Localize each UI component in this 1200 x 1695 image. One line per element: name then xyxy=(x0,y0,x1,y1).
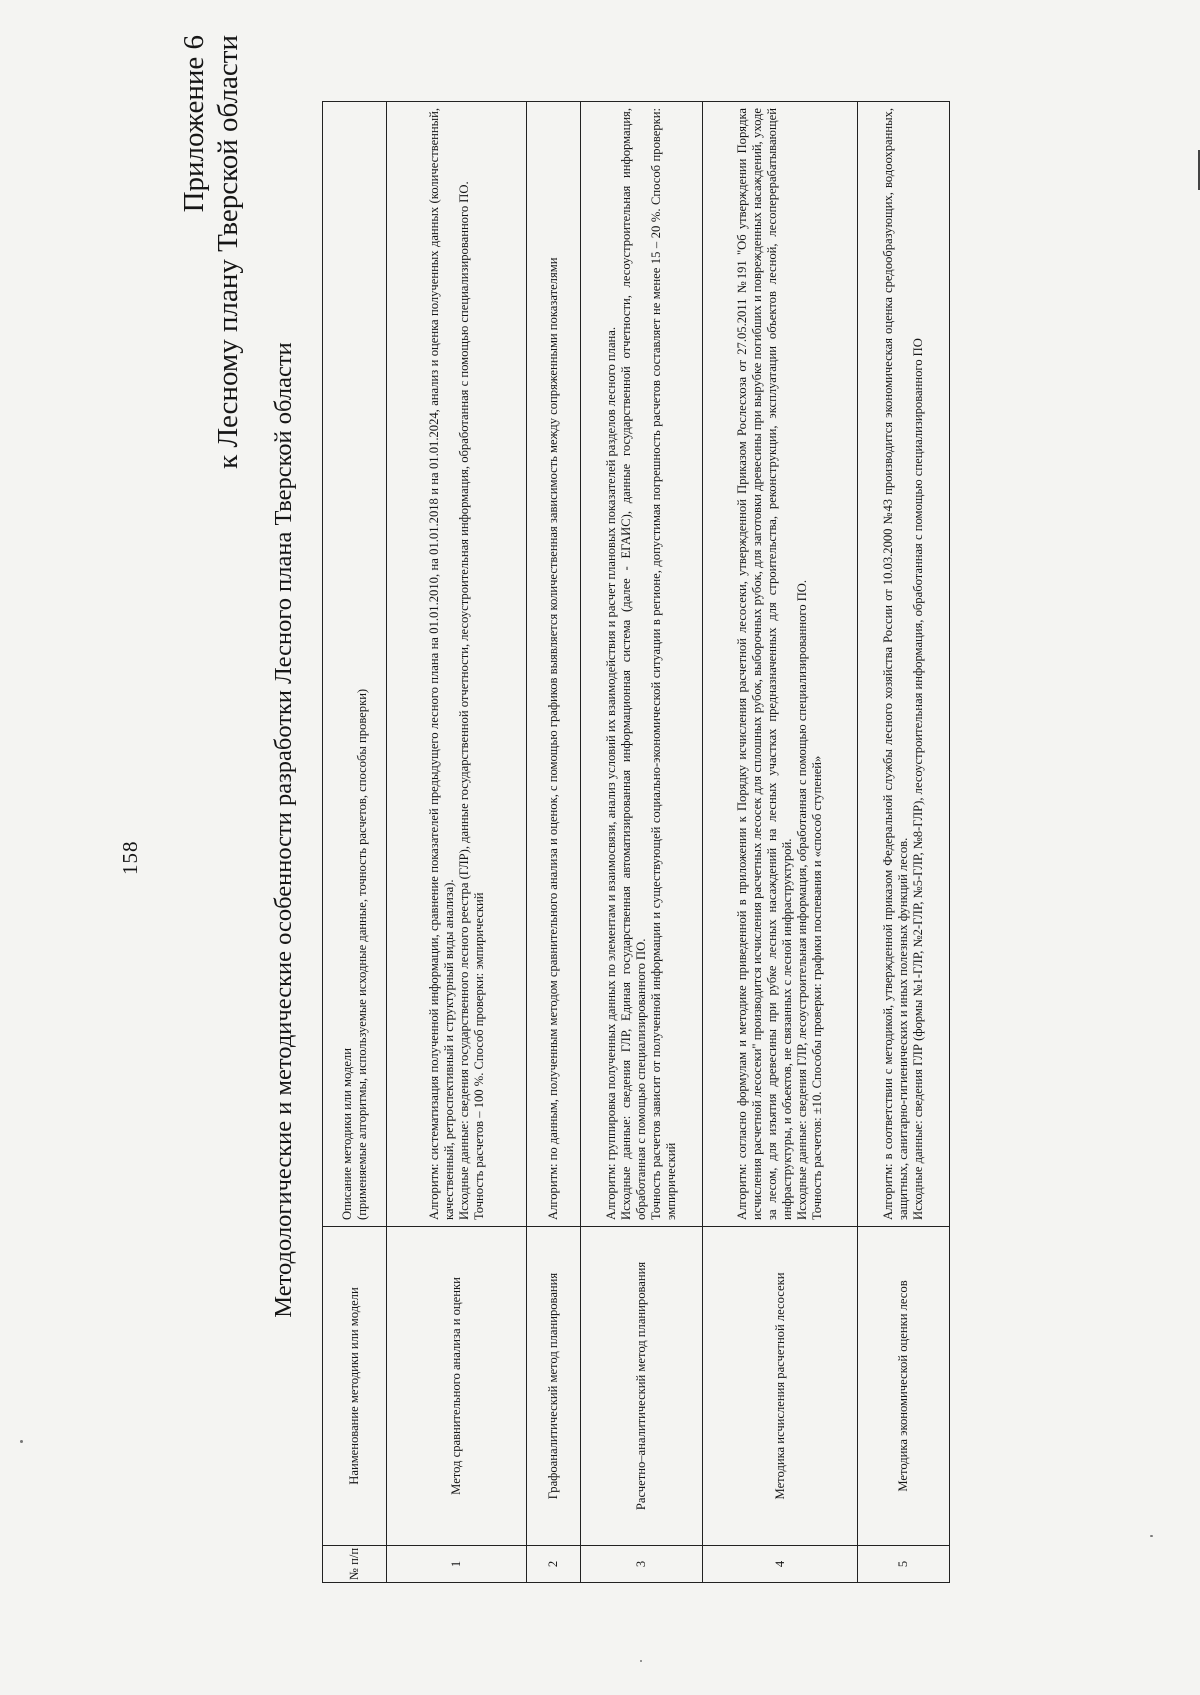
row-num: 4 xyxy=(703,1546,858,1583)
row-num: 2 xyxy=(527,1546,581,1583)
table-row xyxy=(581,102,703,1583)
row-num: 5 xyxy=(858,1546,950,1583)
appendix-line2: к Лесному плану Тверской области xyxy=(212,35,244,469)
desc-paragraph: Алгоритм: систематизация полученной информации, сравнение показателей предыдущего лесного плана на 01.01.2010, на 01.01.2018 и на 01.01.2024, анализ и оценка полученных данных (количественный, качественный, ретроспективный и структурный виды анализа). xyxy=(426,108,456,1220)
document-title: Методологические и методические особенности разработки Лесного плана Тверской области xyxy=(270,342,297,1318)
desc-paragraph: Алгоритм: в соответствии с методикой, утвержденной приказом Федеральной службы лесного хозяйства России от 10.03.2000 №43 производится экономическая оценка средообразующих, водоохранных, защитных, санитарно-гигиенических и иных полезных функций лесов. xyxy=(881,108,910,1220)
scan-speck xyxy=(20,1440,23,1443)
row-desc xyxy=(581,102,703,1227)
table-row xyxy=(703,102,858,1583)
appendix-header xyxy=(177,35,245,735)
header-name: Наименование методики или модели xyxy=(323,1227,387,1546)
row-name: Расчетно–аналитический метод планирования xyxy=(581,1227,703,1546)
appendix-line1: Приложение 6 xyxy=(178,35,210,213)
desc-paragraph: Исходные данные: сведения ГЛР, лесоустроительная информация, обработанная с помощью специализированного ПО. xyxy=(795,579,809,1220)
desc-paragraph: Алгоритм: согласно формулам и методике приведенной в приложении к Порядку исчисления расчетной лесосеки, утвержденной Приказом Рослесхоза от 27.05.2011 №191 "Об утверждении Порядка исчисления расчетной лесосеки" производится исчисления расчетных лесосек для сплошных рубок, выборочных рубок, для заготовки древесины при вырубке погибших и поврежденных насаждений, уходе за лесом, для изъятия древесины при рубке лесных насаждений на лесных участках предназначенных для строительства, реконструкции, эксплуатации объектов лесной, лесоперерабатывающей инфраструктуры, и объектов, не связанных с лесной инфраструктурой. xyxy=(735,108,794,1220)
header-desc-line1: Описание методики или модели xyxy=(339,1048,354,1220)
row-name: Метод сравнительного анализа и оценки xyxy=(387,1227,527,1546)
methods-table xyxy=(322,101,950,1583)
desc-paragraph: Алгоритм: по данным, полученным методом сравнительного анализа и оценок, с помощью графиков выявляется количественная зависимость между сопряженными показателями xyxy=(546,257,560,1220)
desc-paragraph: Исходные данные: сведения ГЛР (формы №1-ГЛР, №2-ГЛР, №5-ГЛР, №8-ГЛР), лесоустроительная информация, обработанная с помощью специализированного ПО xyxy=(911,338,925,1220)
desc-paragraph: Точность расчетов: ±10. Способы проверки: графики поспевания и «способ ступеней» xyxy=(810,755,824,1220)
row-name: Графоаналитический метод планирования xyxy=(527,1227,581,1546)
row-desc xyxy=(703,102,858,1227)
table-row xyxy=(527,102,581,1583)
desc-paragraph: Точность расчетов – 100 %. Способ проверки: эмпирический xyxy=(471,892,486,1220)
row-desc xyxy=(858,102,950,1227)
desc-paragraph: Исходные данные: сведения ГЛР, Единая государственная автоматизированная информационная система (далее - ЕГАИС), данные государственной отчетности, лесоустроительная информация, обработанная с помощью специализированного ПО. xyxy=(619,108,648,1220)
row-name: Методика исчисления расчетной лесосеки xyxy=(703,1227,858,1546)
scan-speck xyxy=(640,1660,642,1662)
desc-paragraph: Исходные данные: сведения государственного лесного реестра (ГЛР), данные государственной отчетности, лесоустроительная информация, обработанная с помощью специализированного ПО. xyxy=(456,181,471,1220)
table-row xyxy=(387,102,527,1583)
scan-speck xyxy=(1150,1535,1153,1537)
page-number: 158 xyxy=(118,840,142,875)
header-desc-line2: (применяемые алгоритмы, используемые исходные данные, точность расчетов, способы проверки) xyxy=(354,688,369,1220)
row-desc xyxy=(527,102,581,1227)
desc-paragraph: Точность расчетов зависит от полученной информации и существующей социально-экономической ситуации в регионе, допустимая погрешность расчетов составляет не менее 15 – 20 %. Способ проверки: эмпирический xyxy=(649,108,678,1220)
desc-paragraph: Алгоритм: группировка полученных данных по элементам и взаимосвязи, анализ условий их взаимодействия и расчет плановых показателей разделов лесного плана. xyxy=(604,326,618,1220)
row-name: Методика экономической оценки лесов xyxy=(858,1227,950,1546)
header-desc xyxy=(323,102,387,1227)
row-desc xyxy=(387,102,527,1227)
row-num: 3 xyxy=(581,1546,703,1583)
row-num: 1 xyxy=(387,1546,527,1583)
table-row xyxy=(858,102,950,1583)
table-header-row xyxy=(323,102,387,1583)
header-num: № п/п xyxy=(323,1546,387,1583)
